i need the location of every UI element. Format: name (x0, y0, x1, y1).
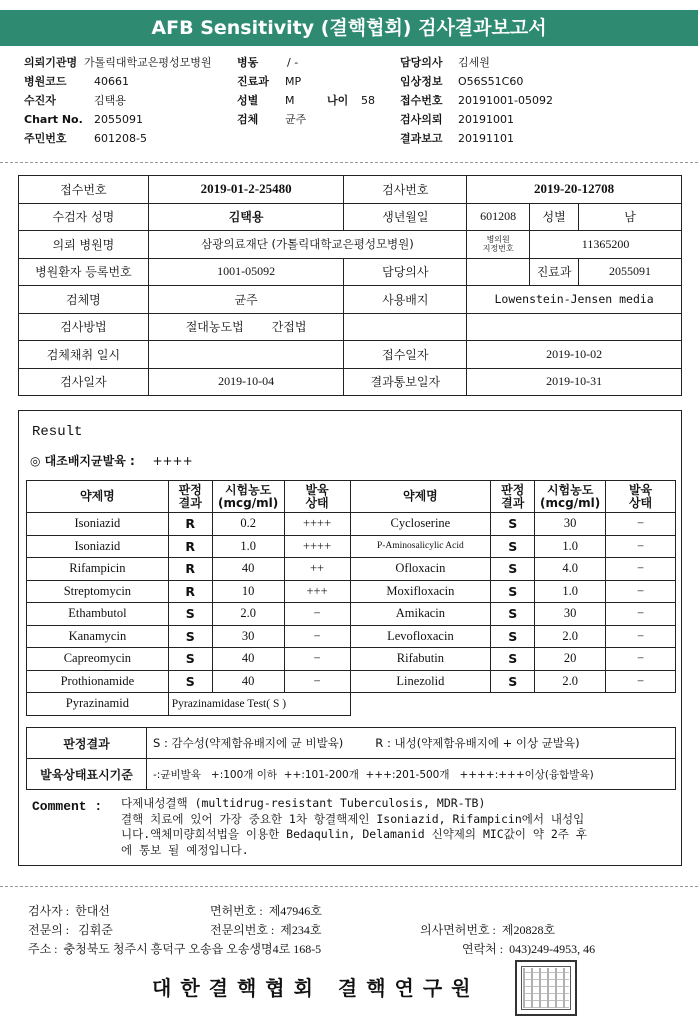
request-date-value: 20191001 (458, 113, 514, 126)
resident-no-value: 601208-5 (94, 132, 147, 145)
test-no-label: 검사번호 (344, 176, 467, 204)
header-left (24, 53, 212, 148)
table-row (19, 231, 682, 259)
judge-result: S (491, 580, 535, 603)
drug-name: Ethambutol (27, 603, 169, 626)
test-conc: 1.0 (212, 535, 284, 558)
recv-date-value: 2019-10-02 (467, 341, 682, 369)
doctor-license-line (420, 921, 555, 938)
reception-no-label: 접수번호 (19, 176, 149, 204)
address-label: 주소 : (28, 942, 58, 956)
growth-header-2: 상태 (628, 495, 653, 510)
comment-line: 결핵 치료에 있어 가장 중요한 1차 항결핵제인 Isoniazid, Rifampicin에서 내성입 (121, 811, 585, 826)
phone-label: 연락처 : (462, 942, 504, 956)
conc-header (535, 481, 606, 513)
doctor-label: 담당의사 (344, 258, 467, 286)
growth-header (284, 481, 350, 513)
header-right (400, 53, 553, 148)
test-no-value: 2019-20-12708 (467, 176, 682, 204)
table-row (27, 535, 676, 558)
growth-status: − (606, 603, 676, 626)
designated-no-label-1: 병의원 (486, 235, 510, 245)
specimen-info-table (18, 175, 682, 396)
sex-value: 남 (579, 203, 682, 231)
report-date-value: 2019-10-31 (467, 368, 682, 396)
table-row (27, 693, 676, 716)
media-value: Lowenstein-Jensen media (467, 286, 682, 314)
report-date-value: 20191101 (458, 132, 514, 145)
seal-pattern (523, 968, 569, 1008)
specimen-label: 검체명 (19, 286, 149, 314)
resident-no-label: 주민번호 (24, 132, 67, 145)
judge-legend-s: S : 감수성(약제함유배지에 균 비발육) (153, 736, 344, 750)
request-date-label: 검사의뢰 (400, 113, 443, 126)
control-growth-value: ++++ (152, 454, 193, 468)
test-conc: 2.0 (212, 603, 284, 626)
chart-no-label: Chart No. (24, 113, 83, 126)
test-conc: 20 (535, 648, 606, 671)
designated-no-label (467, 231, 530, 259)
license-value: 제47946호 (268, 904, 322, 918)
method-2: 간접법 (271, 320, 307, 335)
specialist-line (28, 921, 113, 938)
judge-legend-r: R : 내성(약제함유배지에 + 이상 균발육) (375, 736, 580, 750)
table-row (19, 286, 682, 314)
doctor-license-value: 제20828호 (501, 923, 556, 937)
comment-line: 에 통보 될 예정입니다. (121, 842, 249, 857)
dept-value: 2055091 (579, 258, 682, 286)
designated-no-label-2: 지정번호 (482, 244, 514, 254)
table-header-row (27, 481, 676, 513)
collect-value (148, 341, 344, 369)
legend-table (26, 727, 676, 790)
tester-value: 한대선 (75, 904, 110, 918)
test-conc: 30 (535, 513, 606, 536)
table-row (27, 558, 676, 581)
hospital-name-label: 의뢰기관명 (24, 56, 78, 69)
drug-name: Cycloserine (350, 513, 491, 536)
hospital-code-label: 병원코드 (24, 75, 67, 88)
drug-name: Rifampicin (27, 558, 169, 581)
specialist-value: 김휘준 (78, 923, 113, 937)
dept-label: 진료과 (237, 75, 269, 88)
control-growth-label: ◎ 대조배지균발육 : (30, 454, 135, 468)
table-row (27, 728, 676, 759)
method-label: 검사방법 (19, 313, 149, 341)
drug-name: Rifabutin (350, 648, 491, 671)
table-row (27, 759, 676, 790)
official-seal-icon (515, 960, 577, 1016)
sex-value: M (285, 94, 295, 107)
growth-status: − (606, 513, 676, 536)
conc-header (212, 481, 284, 513)
growth-header-2: 상태 (305, 495, 329, 510)
growth-legend-label: 발육상태표시기준 (27, 759, 147, 790)
judge-header (168, 481, 212, 513)
test-conc: 40 (212, 648, 284, 671)
test-conc: 2.0 (535, 625, 606, 648)
comment-label: Comment : (32, 799, 103, 814)
test-conc: 1.0 (535, 535, 606, 558)
spec-no-line (210, 921, 321, 938)
table-row (27, 513, 676, 536)
drug-sensitivity-table (26, 480, 676, 716)
judge-result: R (168, 580, 212, 603)
growth-header-1: 발육 (628, 482, 653, 497)
pza-test: Pyrazinamidase Test( S ) (168, 693, 350, 716)
test-conc: 4.0 (535, 558, 606, 581)
designated-no-value: 11365200 (530, 231, 682, 259)
drug-name: Capreomycin (27, 648, 169, 671)
drug-name: Linezolid (350, 670, 491, 693)
table-row (19, 203, 682, 231)
accession-label: 접수번호 (400, 94, 443, 107)
header-divider (0, 162, 698, 163)
attending-label: 담당의사 (400, 56, 443, 69)
test-conc: 10 (212, 580, 284, 603)
drug-name: Ofloxacin (350, 558, 491, 581)
table-row (27, 603, 676, 626)
chart-no-value: 2055091 (94, 113, 143, 126)
clinical-info-label: 임상정보 (400, 75, 443, 88)
dept-label: 진료과 (530, 258, 579, 286)
judge-result: R (168, 535, 212, 558)
judge-result: S (491, 535, 535, 558)
test-conc: 0.2 (212, 513, 284, 536)
method-value (148, 313, 344, 341)
empty-cell (350, 693, 676, 716)
media-label: 사용배지 (344, 286, 467, 314)
judge-result: S (491, 648, 535, 671)
sex-label: 성별 (237, 94, 259, 107)
license-line (210, 902, 322, 919)
address-line (28, 940, 321, 957)
judge-header (491, 481, 535, 513)
judge-result: S (168, 603, 212, 626)
drug-name: Isoniazid (27, 513, 169, 536)
conc-header-2: (mcg/ml) (218, 495, 279, 510)
doctor-license-label: 의사면허번호 : (420, 923, 496, 937)
table-row (27, 625, 676, 648)
growth-status: − (284, 603, 350, 626)
empty-cell (467, 313, 682, 341)
name-value: 김택용 (148, 203, 344, 231)
judge-result: S (168, 625, 212, 648)
judge-result: S (168, 648, 212, 671)
specimen-value: 균주 (148, 286, 344, 314)
ward-value: / - (287, 56, 299, 69)
growth-status: ++++ (284, 535, 350, 558)
growth-status: − (606, 580, 676, 603)
method-1: 절대농도법 (185, 320, 244, 335)
growth-status: − (606, 648, 676, 671)
judge-legend-label: 판정결과 (27, 728, 147, 759)
drug-name: Amikacin (350, 603, 491, 626)
accession-value: 20191001-05092 (458, 94, 553, 107)
test-conc: 30 (212, 625, 284, 648)
test-date-value: 2019-10-04 (148, 368, 344, 396)
judge-header-1: 판정 (178, 482, 202, 497)
spec-no-label: 전문의번호 : (210, 923, 275, 937)
judge-header-1: 판정 (501, 482, 525, 497)
drug-name: Kanamycin (27, 625, 169, 648)
drug-rows (27, 513, 676, 693)
table-row (19, 368, 682, 396)
table-row (27, 580, 676, 603)
pza-drug: Pyrazinamid (27, 693, 169, 716)
drug-name: P-Aminosalicylic Acid (350, 535, 491, 558)
table-row (19, 341, 682, 369)
report-date-label: 결과통보일자 (344, 368, 467, 396)
patient-label: 수진자 (24, 94, 56, 107)
phone-value: 043)249-4953, 46 (509, 942, 596, 956)
empty-cell (344, 313, 467, 341)
growth-status: − (606, 670, 676, 693)
name-label: 수검자 성명 (19, 203, 149, 231)
growth-legend-value: -:균비발육 +:100개 이하 ++:101-200개 +++:201-500개 ++++:+++이상(융합발육) (147, 759, 676, 790)
hospital-code-value: 40661 (94, 75, 129, 88)
growth-status: − (606, 625, 676, 648)
drug-name: Streptomycin (27, 580, 169, 603)
judge-result: S (168, 670, 212, 693)
report-title: AFB Sensitivity (결핵협회) 검사결과보고서 (0, 10, 698, 46)
patient-value: 김택용 (94, 94, 126, 107)
drug-header: 약제명 (350, 481, 491, 513)
ward-label: 병동 (237, 56, 259, 69)
doctor-value (467, 258, 530, 286)
clinical-info-value: O56S51C60 (458, 75, 524, 88)
judge-header-2: 결과 (501, 495, 525, 510)
test-date-label: 검사일자 (19, 368, 149, 396)
test-conc: 40 (212, 670, 284, 693)
table-row (27, 648, 676, 671)
specimen-value: 균주 (285, 113, 307, 126)
specimen-label: 검체 (237, 113, 259, 126)
control-growth (30, 452, 193, 469)
result-title: Result (32, 424, 83, 440)
test-conc: 30 (535, 603, 606, 626)
patient-reg-value: 1001-05092 (148, 258, 344, 286)
hospital-label: 의뢰 병원명 (19, 231, 149, 259)
growth-header-1: 발육 (305, 482, 329, 497)
license-label: 면허번호 : (210, 904, 263, 918)
growth-header (606, 481, 676, 513)
header-mid (237, 53, 375, 129)
patient-reg-label: 병원환자 등록번호 (19, 258, 149, 286)
age-label: 나이 (327, 94, 349, 107)
conc-header-1: 시험농도 (546, 482, 594, 497)
age-value: 58 (361, 94, 375, 107)
tester-line (28, 902, 110, 919)
table-row (27, 670, 676, 693)
judge-result: S (491, 513, 535, 536)
judge-result: S (491, 625, 535, 648)
attending-value: 김세원 (458, 56, 490, 69)
growth-status: − (606, 558, 676, 581)
judge-header-2: 결과 (178, 495, 202, 510)
growth-status: ++++ (284, 513, 350, 536)
organization-name: 대한결핵협회 결핵연구원 (152, 976, 480, 1000)
judge-result: S (491, 670, 535, 693)
specialist-label: 전문의 : (28, 923, 70, 937)
drug-name: Moxifloxacin (350, 580, 491, 603)
phone-line (462, 940, 595, 957)
growth-status: − (284, 648, 350, 671)
comment-line: 다제내성결핵 (multidrug-resistant Tuberculosis, MDR-TB) (121, 796, 486, 810)
judge-result: S (491, 558, 535, 581)
drug-name: Prothionamide (27, 670, 169, 693)
reception-no-value: 2019-01-2-25480 (148, 176, 344, 204)
table-row (19, 313, 682, 341)
drug-name: Isoniazid (27, 535, 169, 558)
spec-no-value: 제234호 (280, 923, 322, 937)
conc-header-2: (mcg/ml) (540, 495, 601, 510)
dept-value: MP (285, 75, 302, 88)
dob-label: 생년월일 (344, 203, 467, 231)
dob-value: 601208 (467, 203, 530, 231)
growth-status: − (284, 625, 350, 648)
report-date-label: 결과보고 (400, 132, 443, 145)
footer-divider (0, 886, 698, 887)
conc-header-1: 시험농도 (224, 482, 272, 497)
judge-legend-value (147, 728, 676, 759)
tester-label: 검사자 : (28, 904, 70, 918)
judge-result: R (168, 558, 212, 581)
address-value: 충청북도 청주시 흥덕구 오송읍 오송생명4로 168-5 (63, 942, 322, 956)
judge-result: S (491, 603, 535, 626)
drug-header: 약제명 (27, 481, 169, 513)
test-conc: 1.0 (535, 580, 606, 603)
recv-date-label: 접수일자 (344, 341, 467, 369)
growth-status: ++ (284, 558, 350, 581)
comment-line: 니다.액체미량희석법을 이용한 Bedaqulin, Delamanid 신약제의 MIC값이 약 2주 후 (121, 827, 587, 841)
comment-text (121, 796, 666, 858)
collect-label: 검체채취 일시 (19, 341, 149, 369)
table-row (19, 258, 682, 286)
test-conc: 2.0 (535, 670, 606, 693)
drug-name: Levofloxacin (350, 625, 491, 648)
sex-label: 성별 (530, 203, 579, 231)
judge-result: R (168, 513, 212, 536)
hospital-value: 삼광의료재단 (가톨릭대학교은평성모병원) (148, 231, 466, 259)
growth-status: +++ (284, 580, 350, 603)
growth-status: − (606, 535, 676, 558)
hospital-name-value: 가톨릭대학교은평성모병원 (84, 56, 212, 69)
test-conc: 40 (212, 558, 284, 581)
table-row (19, 176, 682, 204)
growth-status: − (284, 670, 350, 693)
